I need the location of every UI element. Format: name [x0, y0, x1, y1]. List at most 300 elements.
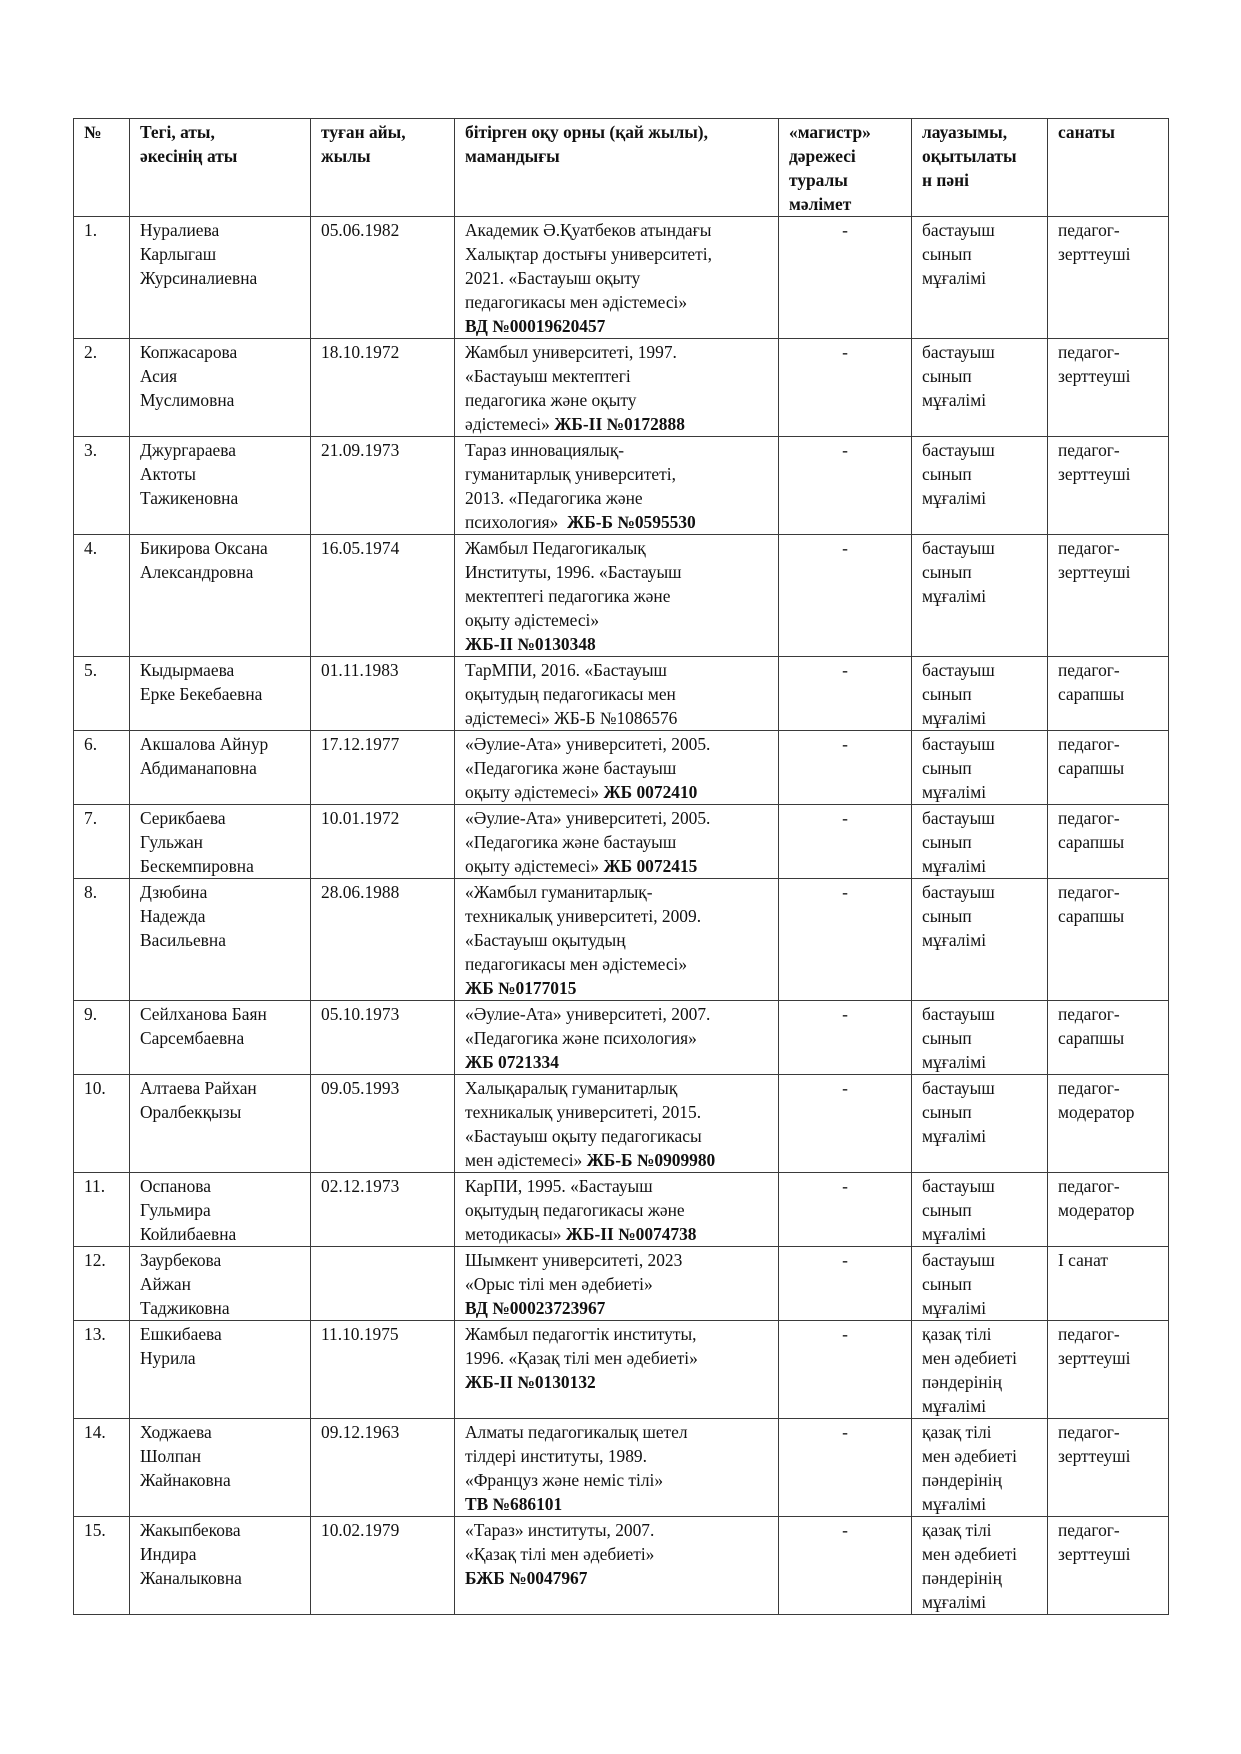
row-number: 6.: [74, 731, 130, 805]
education-line: [465, 1468, 768, 1492]
education-line: [465, 1296, 768, 1320]
education-line: [465, 1050, 768, 1074]
full-name-line: Индира: [140, 1544, 197, 1564]
position: [912, 1247, 1048, 1321]
education-text: «Қазақ тілі мен әдебиеті»: [465, 1544, 655, 1564]
birth-date: 09.12.1963: [311, 1419, 455, 1517]
staff-table: [73, 118, 1169, 1615]
position-line: қазақ тілі: [922, 1324, 992, 1344]
full-name-line: Акшалова Айнур: [140, 734, 269, 754]
row-number: 13.: [74, 1321, 130, 1419]
category-line: педагог-: [1058, 660, 1120, 680]
full-name-line: Джургараева: [140, 440, 236, 460]
full-name-line: Тажикеновна: [140, 488, 239, 508]
full-name-line: Абдиманаповна: [140, 758, 257, 778]
header-line: туған айы,: [321, 122, 406, 142]
diploma-number: ЖБ-ІІ №0074738: [565, 1224, 697, 1244]
category-line: зерттеуші: [1058, 1348, 1131, 1368]
row-number: 7.: [74, 805, 130, 879]
category: [1048, 805, 1169, 879]
birth-date: 05.06.1982: [311, 217, 455, 339]
position-line: сынып: [922, 366, 972, 386]
position-line: мұғалімі: [922, 1396, 987, 1416]
category: [1048, 1517, 1169, 1615]
category: [1048, 1419, 1169, 1517]
table-row: [74, 657, 1169, 731]
full-name-line: Заурбекова: [140, 1250, 222, 1270]
education-line: [465, 1370, 768, 1394]
table-row: [74, 805, 1169, 879]
education-line: [465, 780, 768, 804]
position-line: бастауыш: [922, 1250, 995, 1270]
full-name: [130, 535, 311, 657]
position: [912, 731, 1048, 805]
full-name-line: Надежда: [140, 906, 206, 926]
full-name-line: Оралбекқызы: [140, 1102, 242, 1122]
education-line: [465, 608, 768, 632]
birth-date: 09.05.1993: [311, 1075, 455, 1173]
position-line: мұғалімі: [922, 1592, 987, 1612]
master-degree: -: [779, 731, 912, 805]
education-line: [465, 1492, 768, 1516]
header-line: мәлімет: [789, 194, 852, 214]
header-position: [912, 119, 1048, 217]
full-name-line: Айжан: [140, 1274, 191, 1294]
master-degree: -: [779, 805, 912, 879]
row-number: 5.: [74, 657, 130, 731]
diploma-number: ЖБ-ІІ №0130132: [465, 1372, 596, 1392]
diploma-number: ТВ №686101: [465, 1494, 563, 1514]
education-line: [465, 632, 768, 656]
header-line: мамандығы: [465, 146, 560, 166]
education-line: [465, 412, 768, 436]
header-line: лауазымы,: [922, 122, 1008, 142]
category-line: зерттеуші: [1058, 1446, 1131, 1466]
full-name-line: Таджиковна: [140, 1298, 230, 1318]
position-line: бастауыш: [922, 1004, 995, 1024]
birth-date: 05.10.1973: [311, 1001, 455, 1075]
birth-date: 02.12.1973: [311, 1173, 455, 1247]
row-number: 11.: [74, 1173, 130, 1247]
position-line: бастауыш: [922, 1078, 995, 1098]
full-name-line: Алтаева Райхан: [140, 1078, 257, 1098]
master-degree: -: [779, 217, 912, 339]
full-name-line: Васильевна: [140, 930, 226, 950]
education-line: [465, 1222, 768, 1246]
education-line: [465, 732, 768, 756]
full-name: [130, 805, 311, 879]
master-degree: -: [779, 535, 912, 657]
education: [455, 657, 779, 731]
education-text: Жамбыл педагогтік институты,: [465, 1324, 697, 1344]
education-line: [465, 952, 768, 976]
education-text: 1996. «Қазақ тілі мен әдебиеті»: [465, 1348, 698, 1368]
education-line: [465, 1026, 768, 1050]
category-line: сарапшы: [1058, 832, 1125, 852]
education-text: «Бастауыш оқытудың: [465, 930, 626, 950]
position-line: мұғалімі: [922, 1224, 987, 1244]
position-line: мұғалімі: [922, 1298, 987, 1318]
position: [912, 1001, 1048, 1075]
full-name-line: Ходжаева: [140, 1422, 212, 1442]
birth-date: [311, 1247, 455, 1321]
diploma-number: ЖБ-Б №0595530: [567, 512, 696, 532]
full-name: [130, 1419, 311, 1517]
education-line: [465, 1076, 768, 1100]
diploma-number: ЖБ №0177015: [465, 978, 577, 998]
education-line: [465, 904, 768, 928]
table-row: [74, 1517, 1169, 1615]
position-line: сынып: [922, 758, 972, 778]
position: [912, 1075, 1048, 1173]
birth-date: 18.10.1972: [311, 339, 455, 437]
education-line: [465, 1566, 768, 1590]
education: [455, 339, 779, 437]
category: [1048, 1001, 1169, 1075]
table-header-row: [74, 119, 1169, 217]
position-line: мұғалімі: [922, 856, 987, 876]
education: [455, 879, 779, 1001]
full-name-line: Жаналыковна: [140, 1568, 242, 1588]
category-line: І санат: [1058, 1250, 1108, 1270]
category: [1048, 437, 1169, 535]
full-name: [130, 339, 311, 437]
education-text: мектептегі педагогика және: [465, 586, 671, 606]
full-name-line: Александровна: [140, 562, 254, 582]
full-name-line: Бикирова Оксана: [140, 538, 268, 558]
category: [1048, 1247, 1169, 1321]
category-line: педагог-: [1058, 1324, 1120, 1344]
position-line: пәндерінің: [922, 1470, 1002, 1490]
education-text: тілдері институты, 1989.: [465, 1446, 647, 1466]
category-line: педагог-: [1058, 1422, 1120, 1442]
category-line: зерттеуші: [1058, 464, 1131, 484]
education-text: оқыту әдістемесі»: [465, 856, 604, 876]
education-text: оқыту әдістемесі»: [465, 782, 604, 802]
category: [1048, 535, 1169, 657]
table-row: [74, 1321, 1169, 1419]
education-text: оқыту әдістемесі»: [465, 610, 600, 630]
category-line: педагог-: [1058, 1176, 1120, 1196]
education-text: Институты, 1996. «Бастауыш: [465, 562, 682, 582]
education-line: [465, 1346, 768, 1370]
education-text: КарПИ, 1995. «Бастауыш: [465, 1176, 653, 1196]
full-name-line: Гульжан: [140, 832, 203, 852]
education-line: [465, 658, 768, 682]
education: [455, 1001, 779, 1075]
row-number: 1.: [74, 217, 130, 339]
education-line: [465, 584, 768, 608]
position: [912, 339, 1048, 437]
header-master-degree: [779, 119, 912, 217]
category: [1048, 879, 1169, 1001]
position-line: бастауыш: [922, 808, 995, 828]
education-line: [465, 1272, 768, 1296]
position: [912, 1321, 1048, 1419]
position-line: қазақ тілі: [922, 1520, 992, 1540]
table-row: [74, 339, 1169, 437]
full-name-line: Нурила: [140, 1348, 196, 1368]
full-name-line: Бескемпировна: [140, 856, 254, 876]
birth-date: 21.09.1973: [311, 437, 455, 535]
education-line: [465, 486, 768, 510]
full-name: [130, 731, 311, 805]
education-line: [465, 830, 768, 854]
position-line: мұғалімі: [922, 268, 987, 288]
category: [1048, 339, 1169, 437]
education-text: әдістемесі» ЖБ-Б №1086576: [465, 708, 678, 728]
master-degree: -: [779, 657, 912, 731]
category: [1048, 1321, 1169, 1419]
education-text: ТарМПИ, 2016. «Бастауыш: [465, 660, 667, 680]
education-line: [465, 1198, 768, 1222]
master-degree: -: [779, 1517, 912, 1615]
header-line: н пәні: [922, 170, 969, 190]
full-name-line: Серикбаева: [140, 808, 226, 828]
table-row: [74, 437, 1169, 535]
table-row: [74, 731, 1169, 805]
position-line: сынып: [922, 244, 972, 264]
table-row: [74, 1173, 1169, 1247]
education: [455, 1075, 779, 1173]
category: [1048, 1173, 1169, 1247]
category-line: педагог-: [1058, 808, 1120, 828]
row-number: 12.: [74, 1247, 130, 1321]
full-name-line: Сейлханова Баян: [140, 1004, 267, 1024]
row-number: 3.: [74, 437, 130, 535]
birth-date: 01.11.1983: [311, 657, 455, 731]
full-name-line: Жакыпбекова: [140, 1520, 241, 1540]
diploma-number: ВД №00019620457: [465, 316, 606, 336]
category: [1048, 731, 1169, 805]
position-line: сынып: [922, 1028, 972, 1048]
category-line: педагог-: [1058, 220, 1120, 240]
education-text: техникалық университеті, 2009.: [465, 906, 702, 926]
category-line: зерттеуші: [1058, 244, 1131, 264]
full-name: [130, 1247, 311, 1321]
diploma-number: БЖБ №0047967: [465, 1568, 588, 1588]
position-line: сынып: [922, 906, 972, 926]
position: [912, 1173, 1048, 1247]
education-line: [465, 438, 768, 462]
position-line: мұғалімі: [922, 586, 987, 606]
education-text: «Бастауыш оқыту педагогикасы: [465, 1126, 702, 1146]
education-line: [465, 290, 768, 314]
education-text: педагогикасы мен әдістемесі»: [465, 954, 688, 974]
full-name: [130, 1321, 311, 1419]
education-text: 2013. «Педагогика және: [465, 488, 643, 508]
category-line: модератор: [1058, 1200, 1135, 1220]
full-name: [130, 1517, 311, 1615]
master-degree: -: [779, 1173, 912, 1247]
full-name-line: Дзюбина: [140, 882, 208, 902]
education-text: психология»: [465, 512, 568, 532]
education-line: [465, 1542, 768, 1566]
master-degree: -: [779, 1001, 912, 1075]
position-line: мұғалімі: [922, 930, 987, 950]
education-line: [465, 1002, 768, 1026]
position-line: сынып: [922, 464, 972, 484]
position-line: сынып: [922, 1274, 972, 1294]
education: [455, 1517, 779, 1615]
education-line: [465, 388, 768, 412]
education-line: [465, 510, 768, 534]
education-line: [465, 1174, 768, 1198]
birth-date: 28.06.1988: [311, 879, 455, 1001]
row-number: 2.: [74, 339, 130, 437]
header-line: жылы: [321, 146, 371, 166]
header-line: №: [84, 122, 102, 142]
table-row: [74, 1419, 1169, 1517]
education-line: [465, 806, 768, 830]
full-name-line: Асия: [140, 366, 178, 386]
education: [455, 217, 779, 339]
education-text: педагогика және оқыту: [465, 390, 637, 410]
category-line: зерттеуші: [1058, 1544, 1131, 1564]
diploma-number: ЖБ-ІІ №0172888: [554, 414, 685, 434]
education-text: «Француз және неміс тілі»: [465, 1470, 664, 1490]
position: [912, 805, 1048, 879]
full-name-line: Актоты: [140, 464, 196, 484]
education-line: [465, 880, 768, 904]
education-text: мен әдістемесі»: [465, 1150, 587, 1170]
master-degree: -: [779, 1247, 912, 1321]
category-line: педагог-: [1058, 882, 1120, 902]
education-text: Тараз инновациялық-: [465, 440, 625, 460]
position-line: сынып: [922, 684, 972, 704]
category: [1048, 1075, 1169, 1173]
category: [1048, 217, 1169, 339]
header-line: оқытылаты: [922, 146, 1017, 166]
position-line: мен әдебиеті: [922, 1348, 1017, 1368]
full-name: [130, 1075, 311, 1173]
birth-date: 11.10.1975: [311, 1321, 455, 1419]
position-line: сынып: [922, 832, 972, 852]
position-line: бастауыш: [922, 882, 995, 902]
full-name-line: Койлибаевна: [140, 1224, 237, 1244]
header-line: туралы: [789, 170, 848, 190]
diploma-number: ЖБ-ІІ №0130348: [465, 634, 596, 654]
full-name-line: Ешкибаева: [140, 1324, 222, 1344]
education-line: [465, 756, 768, 780]
full-name: [130, 217, 311, 339]
diploma-number: ЖБ 0072415: [603, 856, 698, 876]
full-name-line: Карлыгаш: [140, 244, 217, 264]
education-text: әдістемесі»: [465, 414, 555, 434]
education-line: [465, 854, 768, 878]
position-line: бастауыш: [922, 734, 995, 754]
position-line: қазақ тілі: [922, 1422, 992, 1442]
full-name-line: Жайнаковна: [140, 1470, 231, 1490]
table-row: [74, 879, 1169, 1001]
master-degree: -: [779, 339, 912, 437]
education-line: [465, 928, 768, 952]
position-line: мұғалімі: [922, 1126, 987, 1146]
education-text: гуманитарлық университеті,: [465, 464, 676, 484]
position-line: мұғалімі: [922, 1494, 987, 1514]
position-line: мұғалімі: [922, 782, 987, 802]
full-name-line: Сарсембаевна: [140, 1028, 245, 1048]
birth-date: 17.12.1977: [311, 731, 455, 805]
education-line: [465, 364, 768, 388]
diploma-number: ЖБ-Б №0909980: [586, 1150, 716, 1170]
full-name-line: Копжасарова: [140, 342, 238, 362]
education-line: [465, 706, 768, 730]
education-line: [465, 560, 768, 584]
education-line: [465, 1148, 768, 1172]
education-text: оқытудың педагогикасы мен: [465, 684, 676, 704]
full-name: [130, 1001, 311, 1075]
education-line: [465, 1322, 768, 1346]
position-line: бастауыш: [922, 342, 995, 362]
table-row: [74, 1001, 1169, 1075]
table-row: [74, 535, 1169, 657]
education-text: «Бастауыш мектептегі: [465, 366, 631, 386]
education-text: «Жамбыл гуманитарлық-: [465, 882, 653, 902]
full-name-line: Гульмира: [140, 1200, 211, 1220]
education-text: «Әулие-Ата» университеті, 2007.: [465, 1004, 711, 1024]
full-name: [130, 657, 311, 731]
category-line: зерттеуші: [1058, 366, 1131, 386]
category-line: педагог-: [1058, 1078, 1120, 1098]
education-line: [465, 314, 768, 338]
position-line: мұғалімі: [922, 708, 987, 728]
position: [912, 1517, 1048, 1615]
header-category: [1048, 119, 1169, 217]
master-degree: -: [779, 1321, 912, 1419]
position-line: мұғалімі: [922, 390, 987, 410]
position: [912, 437, 1048, 535]
education: [455, 1173, 779, 1247]
education-line: [465, 242, 768, 266]
education-line: [465, 1248, 768, 1272]
education-text: Жамбыл университеті, 1997.: [465, 342, 677, 362]
category: [1048, 657, 1169, 731]
master-degree: -: [779, 1419, 912, 1517]
education-line: [465, 218, 768, 242]
education: [455, 1419, 779, 1517]
education-line: [465, 266, 768, 290]
category-line: модератор: [1058, 1102, 1135, 1122]
education: [455, 731, 779, 805]
education-text: Шымкент университеті, 2023: [465, 1250, 683, 1270]
education-text: «Тараз» институты, 2007.: [465, 1520, 655, 1540]
education-line: [465, 682, 768, 706]
position-line: бастауыш: [922, 220, 995, 240]
position-line: пәндерінің: [922, 1568, 1002, 1588]
full-name-line: Шолпан: [140, 1446, 202, 1466]
category-line: педагог-: [1058, 1520, 1120, 1540]
row-number: 14.: [74, 1419, 130, 1517]
category-line: педагог-: [1058, 734, 1120, 754]
position-line: бастауыш: [922, 440, 995, 460]
full-name-line: Кыдырмаева: [140, 660, 235, 680]
master-degree: -: [779, 879, 912, 1001]
education-text: «Әулие-Ата» университеті, 2005.: [465, 808, 711, 828]
header-line: Тегі, аты,: [140, 122, 215, 142]
education-text: Академик Ә.Қуатбеков атындағы: [465, 220, 712, 240]
header-line: әкесінің аты: [140, 146, 238, 166]
master-degree: -: [779, 437, 912, 535]
position: [912, 657, 1048, 731]
position-line: сынып: [922, 1102, 972, 1122]
education-line: [465, 536, 768, 560]
diploma-number: ЖБ 0072410: [603, 782, 698, 802]
education-text: Алматы педагогикалық шетел: [465, 1422, 688, 1442]
row-number: 9.: [74, 1001, 130, 1075]
birth-date: 10.01.1972: [311, 805, 455, 879]
position-line: сынып: [922, 1200, 972, 1220]
